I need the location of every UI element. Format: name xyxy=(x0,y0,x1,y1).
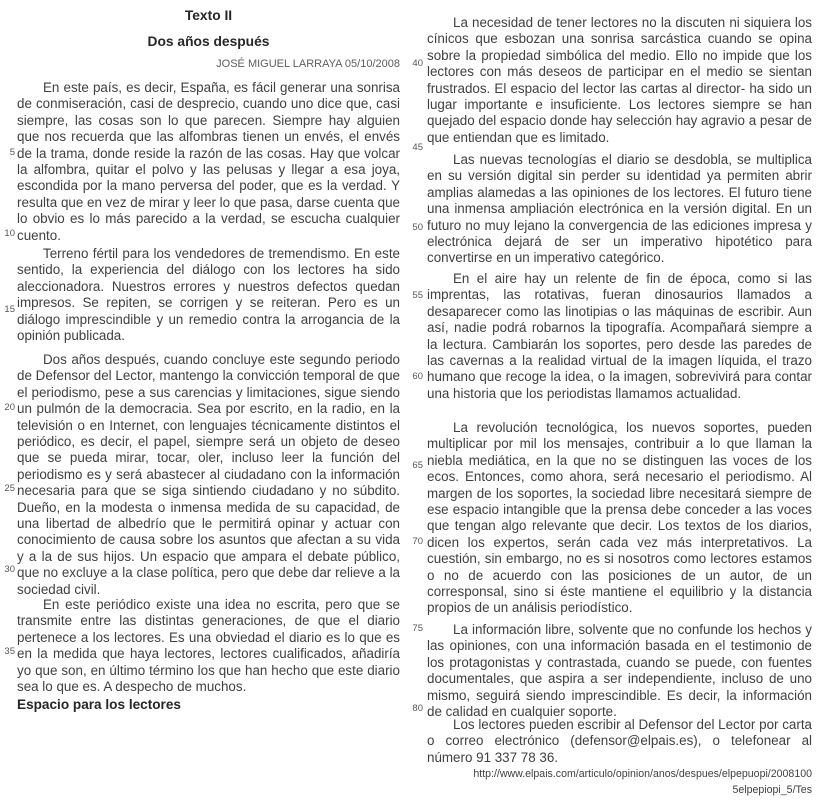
line-number: 80 xyxy=(412,703,423,714)
line-number: 55 xyxy=(412,290,423,301)
line-number: 10 xyxy=(4,228,15,239)
paragraph: En este país, es decir, España, es fácil generar una sonrisa de conmiseración, casi de desprecio, cuando uno dice que, casi siempre, las cosas son lo que parecen. Siempre hay alguien que nos recuerda que las alfombras tienen un envés, el envés de la trama, donde reside la razón de las cosas. Hay que volcar la alfombra, quitar el polvo y las pelusas y llegar a esa joya, escondida por la mano perversa del poder, que es la verdad. Y resulta que en vez de mirar y leer lo que pasa, darse cuenta que lo obvio es lo más parecido a la verdad, se escucha cualquier cuento. xyxy=(17,80,400,243)
paragraph: En el aire hay un relente de fin de época, como si las imprentas, las rotativas, fueran dinosaurios llamados a desaparecer como las linotipias o las máquinas de escribir. Aun así, nadie podrá robarnos la tipografía. Acompañará siempre a la lectura. Cambiarán los soportes, pero desde las paredes de las cavernas a la realidad virtual de la imagen líquida, el trazo humano que recoge la idea, o la imagen, sobrevivirá para contar una historia que los periodistas llamamos actualidad. xyxy=(427,271,812,401)
paragraph: La información libre, solvente que no confunde los hechos y las opiniones, con una información basada en el testimonio de los protagonistas y contrastada, cuando se puede, con fuentes documentales, que aspira a ser independiente, incluso de uno mismo, seguirá siendo imprescindible. Es decir, la información de calidad en cualquier soporte. xyxy=(427,622,812,720)
line-number: 40 xyxy=(412,58,423,69)
line-number: 15 xyxy=(4,304,15,315)
line-number: 70 xyxy=(412,536,423,547)
paragraph: La revolución tecnológica, los nuevos soportes, pueden multiplicar por mil los mensajes, contribuir a lo que llaman la niebla mediática, en la que no se distinguen las voces de los ecos. Entonces, como ahora, será necesario el periodismo. Al margen de los soportes, la sociedad libre necesitará siempre de ese espacio intangible que la prensa debe conceder a las voces que tengan algo relevante que decir. Los textos de los diarios, dicen los expertos, serán cada vez más interpretativos. La cuestión, sin embargo, no es si nosotros como lectores estamos o no de acuerdo con las posiciones de un autor, de un corresponsal, sino si éste mantiene el equilibrio y la distancia propios de un análisis periodístico. xyxy=(427,420,812,616)
text-label: Texto II xyxy=(184,8,233,23)
line-number: 20 xyxy=(4,402,15,413)
paragraph: Terreno fértil para los vendedores de tremendismo. En este sentido, la experiencia del diálogo con los lectores ha sido aleccionadora. Nuestros errores y nuestros defectos quedan impresos. Se repiten, se corrigen y se reiteran. Pero es un diálogo imprescindible y un remedio contra la arrogancia de la opinión publicada. xyxy=(17,246,400,344)
line-number: 65 xyxy=(412,460,423,471)
line-number: 60 xyxy=(412,371,423,382)
line-number: 5 xyxy=(9,147,15,158)
section-heading: Espacio para los lectores xyxy=(17,697,181,712)
line-number: 75 xyxy=(412,623,423,634)
line-number: 50 xyxy=(412,222,423,233)
paragraph: En este periódico existe una idea no escrita, pero que se transmite entre las distintas generaciones, de que el diario pertenece a los lectores. Es una obviedad el diario es lo que es en la medida que haya lectores, lectores cualificados, añadiría yo que son, en último término los que han hecho que este diario sea lo que es. A despecho de muchos. xyxy=(17,597,400,695)
article-title: Dos años después xyxy=(147,34,270,49)
paragraph: Los lectores pueden escribir al Defensor del Lector por carta o correo electrónico (defensor@elpais.es), o telefonear al número 91 337 78 36. xyxy=(427,717,812,765)
paragraph: Las nuevas tecnologías el diario se desdobla, se multiplica en su versión digital sin perder su identidad ya permiten abrir amplias alamedas a las opiniones de los lectores. El futuro tiene una inmensa ampliación electrónica en la versión digital. En un futuro no muy lejano la convergencia de las ediciones impresa y electrónica dejará de ser un imperativo hipotético para convertirse en un imperativo categórico. xyxy=(427,152,812,266)
paragraph: La necesidad de tener lectores no la discuten ni siquiera los cínicos que esbozan una sonrisa sarcástica cuando se opina sobre la propiedad simbólica del medio. Ello no impide que los lectores con más deseos de participar en el medio se sientan frustrados. El espacio del lector las cartas al director- ha sido un lugar importante e insuficiente. Los lectores siempre se han quejado del espacio donde hay selección hay agravio a pesar de que entiendan que es limitado. xyxy=(427,15,812,145)
source-url: http://www.elpais.com/articulo/opinion/anos/despues/elpepuopi/20081005elpepiopi_5/Tes xyxy=(473,768,812,796)
article-byline: JOSÉ MIGUEL LARRAYA 05/10/2008 xyxy=(216,58,400,70)
line-number: 30 xyxy=(4,564,15,575)
line-number: 25 xyxy=(4,483,15,494)
line-number: 45 xyxy=(412,142,423,153)
line-number: 35 xyxy=(4,646,15,657)
paragraph: Dos años después, cuando concluye este segundo periodo de Defensor del Lector, mantengo la convicción temporal de que el periodismo, pese a sus carencias y limitaciones, sigue siendo un pulmón de la democracia. Sea por escrito, en la radio, en la televisión o en Internet, con lenguajes técnicamente distintos el periódico, es decir, el papel, siempre será un objeto de deseo que se pueda mirar, tocar, oler, incluso leer la función del periodismo es y será abastecer al ciudadano con la información necesaria para que se siga sintiendo ciudadano y no súbdito. Dueño, en la modesta o inmensa medida de su capacidad, de una libertad de albedrío que le permitirá opinar y actuar con conocimiento de causa sobre los asuntos que afectan a su vida y a la de sus hijos. Un espacio que ampara el debate público, que no excluye a la clase política, pero que debe dar relieve a la sociedad civil. xyxy=(17,352,400,597)
